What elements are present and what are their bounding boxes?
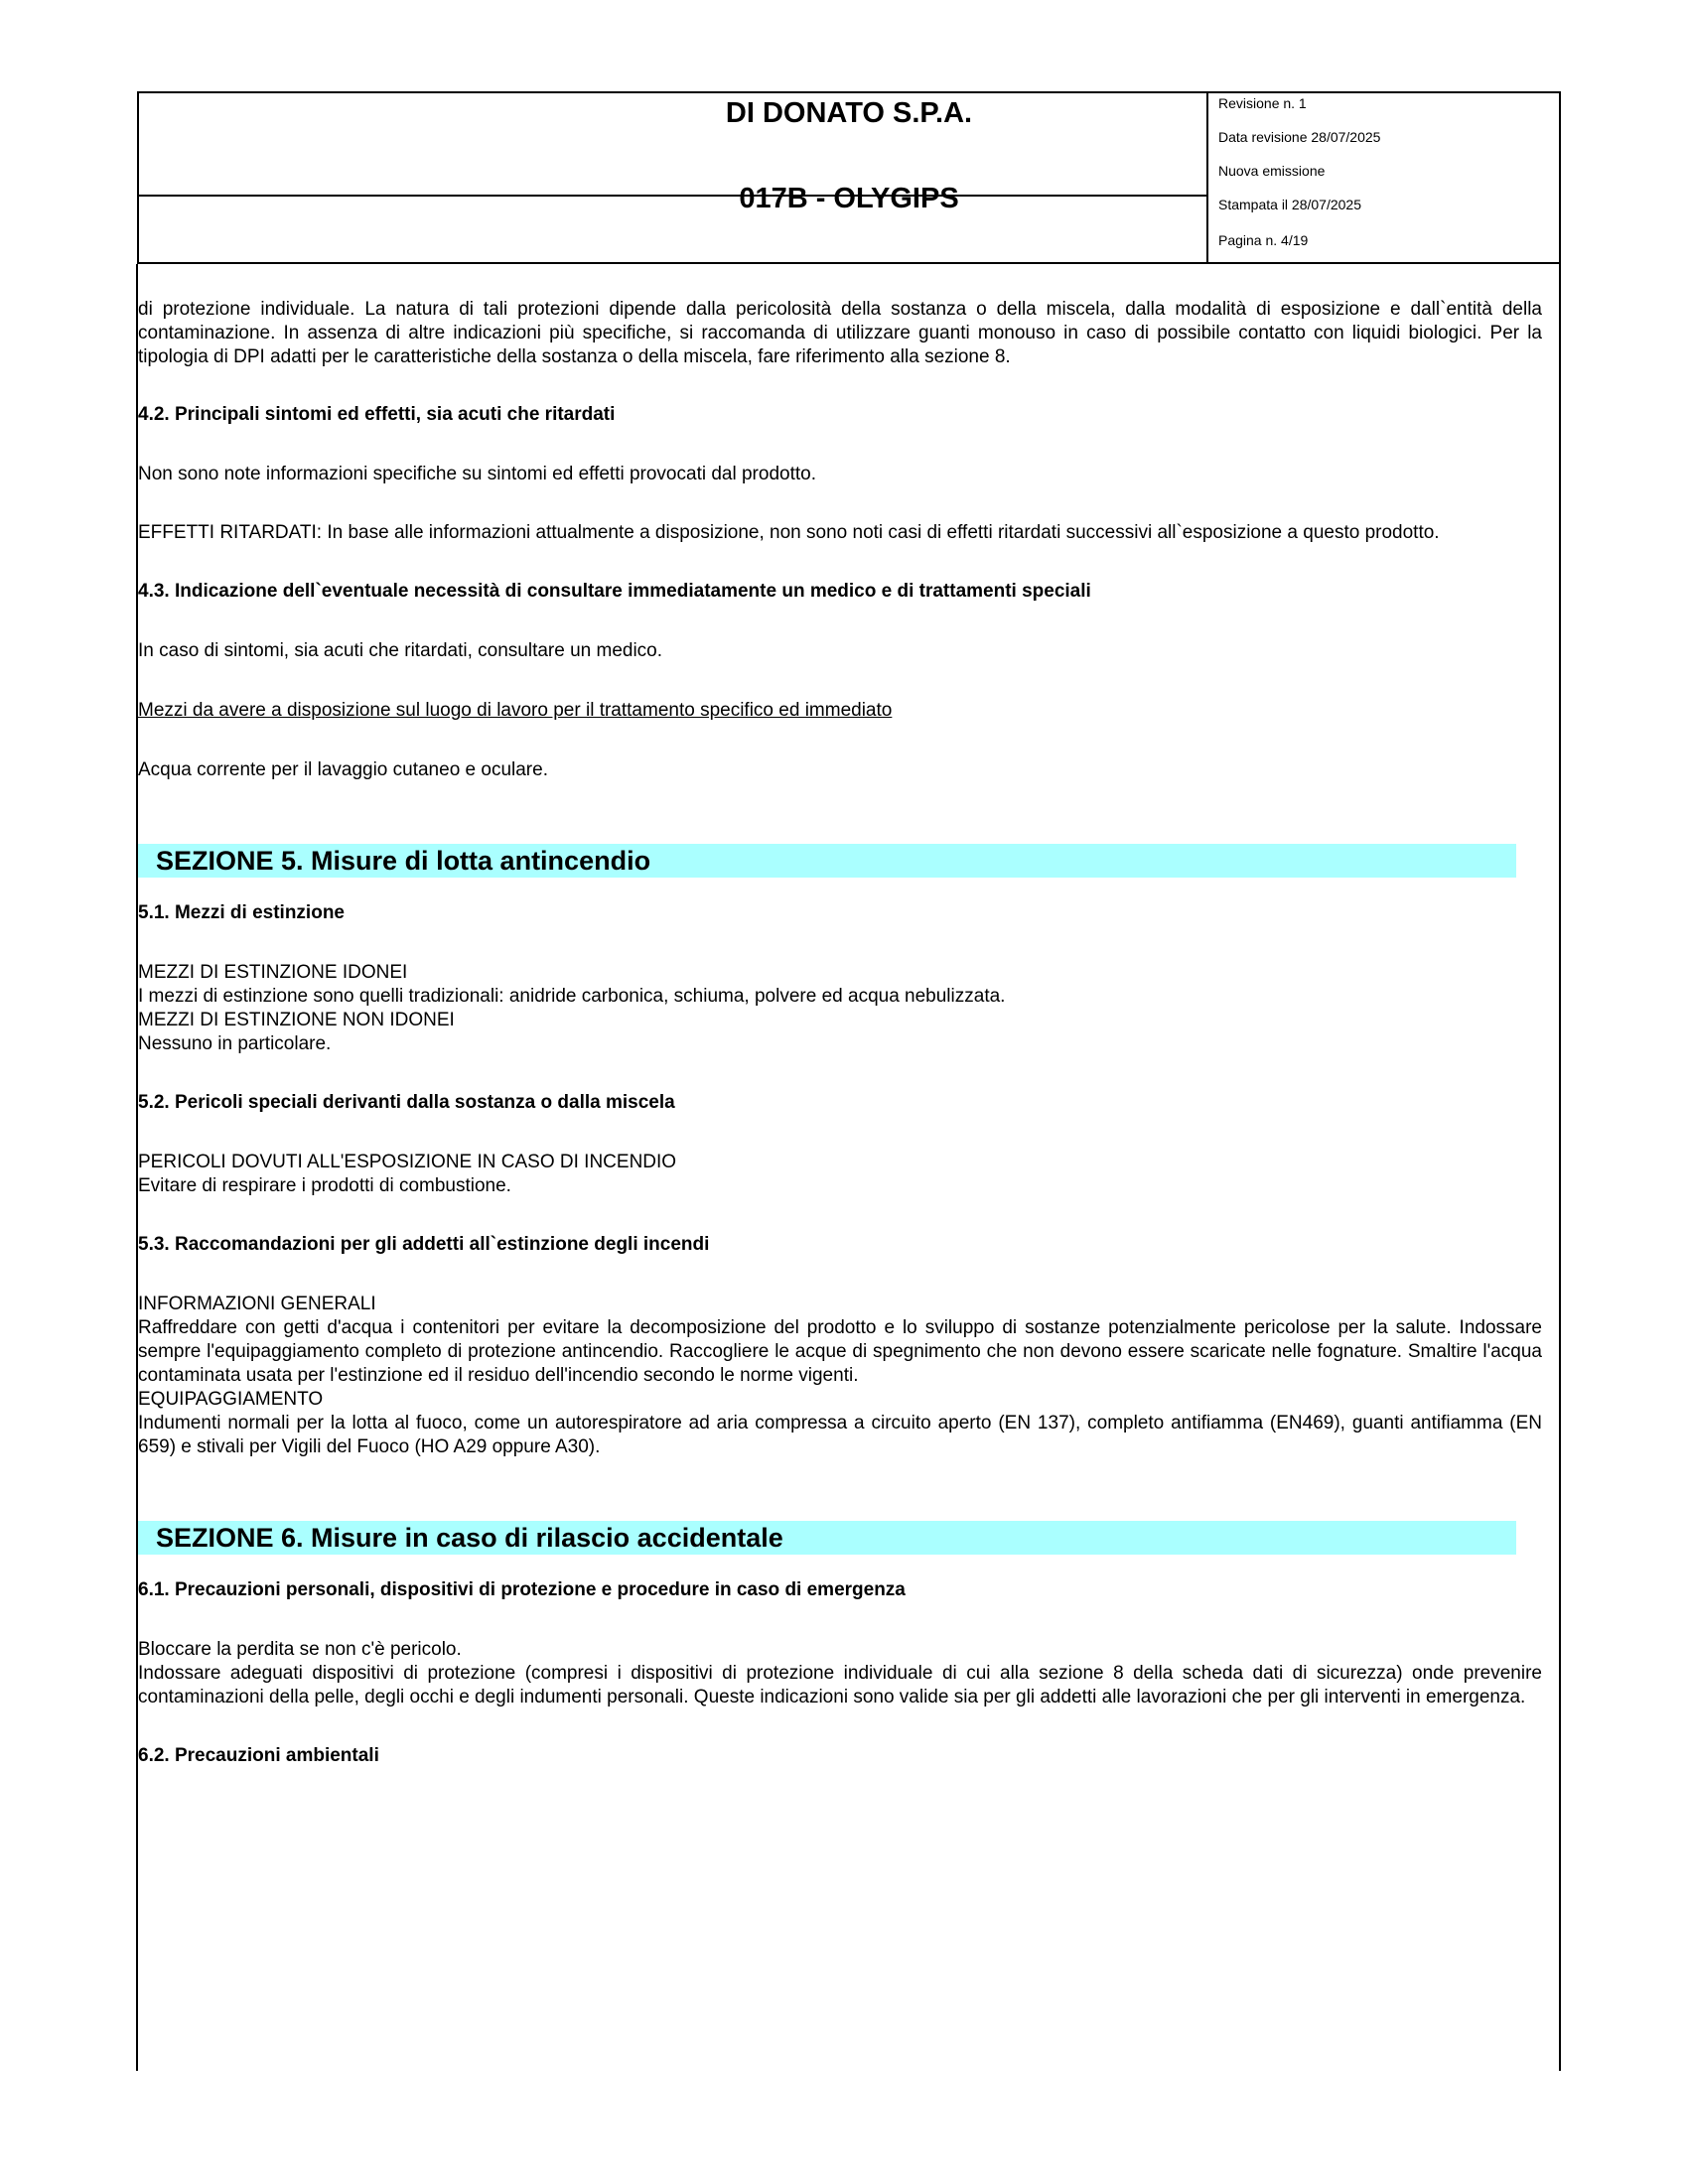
section-5-2-heading: 5.2. Pericoli speciali derivanti dalla sostanza o dalla miscela xyxy=(138,1092,675,1113)
section-4-2-text: Non sono note informazioni specifiche su sintomi ed effetti provocati dal prodotto. xyxy=(138,464,816,484)
section-5-1-line-4: Nessuno in particolare. xyxy=(138,1033,332,1054)
section-4-2-delayed-effects: EFFETTI RITARDATI: In base alle informazioni attualmente a disposizione, non sono noti casi di effetti ritardati successivi all`esposizione a questo prodotto. xyxy=(138,522,1440,543)
section-5-3-heading: 5.3. Raccomandazioni per gli addetti all`estinzione degli incendi xyxy=(138,1234,710,1255)
section-4-3-text: In caso di sintomi, sia acuti che ritardati, consultare un medico. xyxy=(138,640,663,661)
section-5-1-heading: 5.1. Mezzi di estinzione xyxy=(138,902,345,923)
emission-status: Nuova emissione xyxy=(1218,163,1326,179)
section-5-3-line-2: Raffreddare con getti d'acqua i contenitori per evitare la decomposizione del prodotto e lo sviluppo di sostanze potenzialmente pericolose per la salute. Indossare sempre l'equipaggiamento completo di protezione antincendio. Raccogliere le acque di spegnimento che non devono essere scaricate nelle fognature. Smaltire l'acqua contaminata usata per l'estinzione ed il residuo dell'incendio secondo le norme vigenti. xyxy=(138,1317,1542,1386)
section-4-2-heading: 4.2. Principali sintomi ed effetti, sia acuti che ritardati xyxy=(138,404,616,425)
section-4-3-subheading: Mezzi da avere a disposizione sul luogo di lavoro per il trattamento specifico ed immediato xyxy=(138,700,893,721)
company-name: DI DONATO S.P.A. xyxy=(725,97,973,129)
section-4-3-heading: 4.3. Indicazione dell`eventuale necessità di consultare immediatamente un medico e di trattamenti speciali xyxy=(138,581,1091,602)
section-5-1-line-2: I mezzi di estinzione sono quelli tradizionali: anidride carbonica, schiuma, polvere ed acqua nebulizzata. xyxy=(138,986,1006,1007)
document-header xyxy=(137,91,1561,264)
section-5-3-line-3: EQUIPAGGIAMENTO xyxy=(138,1389,324,1410)
section-5-1-line-1: MEZZI DI ESTINZIONE IDONEI xyxy=(138,962,408,983)
section-5-2-line-1: PERICOLI DOVUTI ALL'ESPOSIZIONE IN CASO DI INCENDIO xyxy=(138,1152,677,1172)
section-5-banner: SEZIONE 5. Misure di lotta antincendio xyxy=(138,844,1516,878)
right-border xyxy=(1559,264,1561,2071)
revision-date: Data revisione 28/07/2025 xyxy=(1218,129,1381,145)
section-6-1-heading: 6.1. Precauzioni personali, dispositivi di protezione e procedure in caso di emergenza xyxy=(138,1579,906,1600)
section-5-3-line-1: INFORMAZIONI GENERALI xyxy=(138,1294,376,1314)
section-6-1-line-1: Bloccare la perdita se non c'è pericolo. xyxy=(138,1639,462,1660)
section-5-2-line-2: Evitare di respirare i prodotti di combustione. xyxy=(138,1175,511,1196)
section-6-banner: SEZIONE 6. Misure in caso di rilascio accidentale xyxy=(138,1521,1516,1555)
section-4-3-water: Acqua corrente per il lavaggio cutaneo e oculare. xyxy=(138,759,548,780)
intro-paragraph: di protezione individuale. La natura di tali protezioni dipende dalla pericolosità della sostanza o della miscela, dalla modalità di esposizione e dall`entità della contaminazione. In assenza di altre indicazioni più specifiche, si raccomanda di utilizzare guanti monouso in caso di possibile contatto con liquidi biologici. Per la tipologia di DPI adatti per le caratteristiche della sostanza o della miscela, fare riferimento alla sezione 8. xyxy=(138,299,1542,367)
page-number: Pagina n. 4/19 xyxy=(1218,232,1309,248)
print-date: Stampata il 28/07/2025 xyxy=(1218,197,1361,212)
document-body xyxy=(138,298,1542,1768)
section-5-1-line-3: MEZZI DI ESTINZIONE NON IDONEI xyxy=(138,1010,455,1030)
section-5-3-line-4: Indumenti normali per la lotta al fuoco, come un autorespiratore ad aria compressa a circuito aperto (EN 137), completo antifiamma (EN469), guanti antifiamma (EN 659) e stivali per Vigili del Fuoco (HO A29 oppure A30). xyxy=(138,1413,1542,1457)
revision-number: Revisione n. 1 xyxy=(1218,95,1307,111)
section-6-2-heading: 6.2. Precauzioni ambientali xyxy=(138,1745,379,1766)
section-6-1-line-2: Indossare adeguati dispositivi di protezione (compresi i dispositivi di protezione individuale di cui alla sezione 8 della scheda dati di sicurezza) onde prevenire contaminazioni della pelle, degli occhi e degli indumenti personali. Queste indicazioni sono valide sia per gli addetti alle lavorazioni che per gli interventi in emergenza. xyxy=(138,1663,1542,1707)
product-name: 017B - OLYGIPS xyxy=(739,183,959,214)
